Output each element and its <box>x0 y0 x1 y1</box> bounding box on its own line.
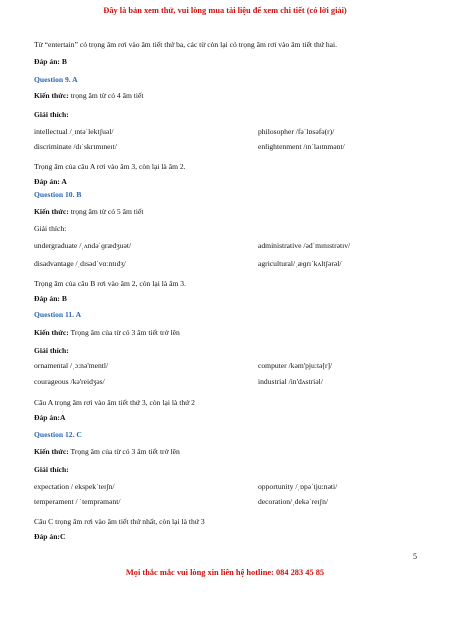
question-9-explain-label: Giải thích: <box>34 110 69 119</box>
question-11-word-1b: computer /kəm'pju:tə[r]/ <box>258 361 333 370</box>
question-12-note: Câu C trọng âm rơi vào âm tiết thứ nhất, còn lại là thứ 3 <box>34 517 205 526</box>
intro-answer: Đáp án: B <box>34 57 67 66</box>
question-11-word-2b: industrial /in'dʌstriəl/ <box>258 377 323 386</box>
header-banner: Đây là bản xem thử, vui lòng mua tài liệu để xem chi tiết (có lời giải) <box>103 6 347 15</box>
question-10-word-2b: agricultural/ˌæɡrɪˈkʌltʃərəl/ <box>258 259 342 268</box>
question-11-word-1a: ornamental /ˌɔ:nə'mentl/ <box>34 361 109 370</box>
question-11-word-2a: courageous /kə'reidʒəs/ <box>34 377 105 386</box>
question-10-note: Trọng âm của câu B rơi vào âm 2, còn lại là âm 3. <box>34 279 186 288</box>
question-12-word-1a: expectation / ekspekˈteɪʃn/ <box>34 482 115 491</box>
question-10-answer: Đáp án: B <box>34 294 67 303</box>
intro-text: Từ “entertain” có trọng âm rơi vào âm tiết thứ ba, các từ còn lại có trọng âm rơi vào âm tiết thứ hai. <box>34 40 338 49</box>
question-9-word-1a: intellectual /ˌɪntəˈlektʃuəl/ <box>34 127 114 136</box>
question-9-knowledge: Kiến thức: trọng âm từ có 4 âm tiết <box>34 91 144 100</box>
question-9-answer: Đáp án: A <box>34 177 67 186</box>
question-11-answer: Đáp án:A <box>34 413 66 422</box>
question-9-note: Trọng âm của câu A rơi vào âm 3, còn lại là âm 2. <box>34 162 186 171</box>
page-number: 5 <box>413 552 417 561</box>
question-12-knowledge: Kiến thức: Trọng âm của từ có 3 âm tiết trở lên <box>34 447 180 456</box>
question-12-title: Question 12. C <box>34 430 82 439</box>
question-11-title: Question 11. A <box>34 310 82 319</box>
question-11-explain-label: Giải thích: <box>34 346 69 355</box>
question-12-word-2b: decoration/ˌdekəˈreɪʃn/ <box>258 497 328 506</box>
question-10-word-2a: disadvantage /ˌdɪsədˈvɑːntɪdʒ/ <box>34 259 126 268</box>
question-10-knowledge: Kiến thức: trọng âm từ có 5 âm tiết <box>34 207 144 216</box>
question-11-knowledge: Kiến thức: Trọng âm của từ có 3 âm tiết trở lên <box>34 328 180 337</box>
question-12-answer: Đáp án:C <box>34 532 66 541</box>
question-12-word-2a: temperament / ˈtemprəmənt/ <box>34 497 121 506</box>
question-11-note: Câu A trọng âm rơi vào âm tiết thứ 3, còn lại là thứ 2 <box>34 398 195 407</box>
footer-banner: Mọi thắc mắc vui lòng xin liên hệ hotline: 084 283 45 85 <box>125 568 325 577</box>
question-9-word-2b: enlightenment /ɪnˈlaɪtnmənt/ <box>258 142 345 151</box>
question-9-word-2a: discriminate /dɪˈskrɪmɪneɪt/ <box>34 142 117 151</box>
question-10-title: Question 10. B <box>34 190 82 199</box>
question-12-word-1b: opportunity /ˌɒpəˈtju:nəti/ <box>258 482 338 491</box>
question-10-explain-label: Giải thích: <box>34 224 67 233</box>
question-12-explain-label: Giải thích: <box>34 465 69 474</box>
question-9-word-1b: philosopher /fəˈlɒsəfə(r)/ <box>258 127 335 136</box>
question-10-word-1b: administrative /ədˈmɪnɪstrətɪv/ <box>258 241 351 250</box>
question-10-word-1a: undergraduate /ˌʌndəˈɡrædʒuət/ <box>34 241 132 250</box>
question-9-title: Question 9. A <box>34 75 78 84</box>
